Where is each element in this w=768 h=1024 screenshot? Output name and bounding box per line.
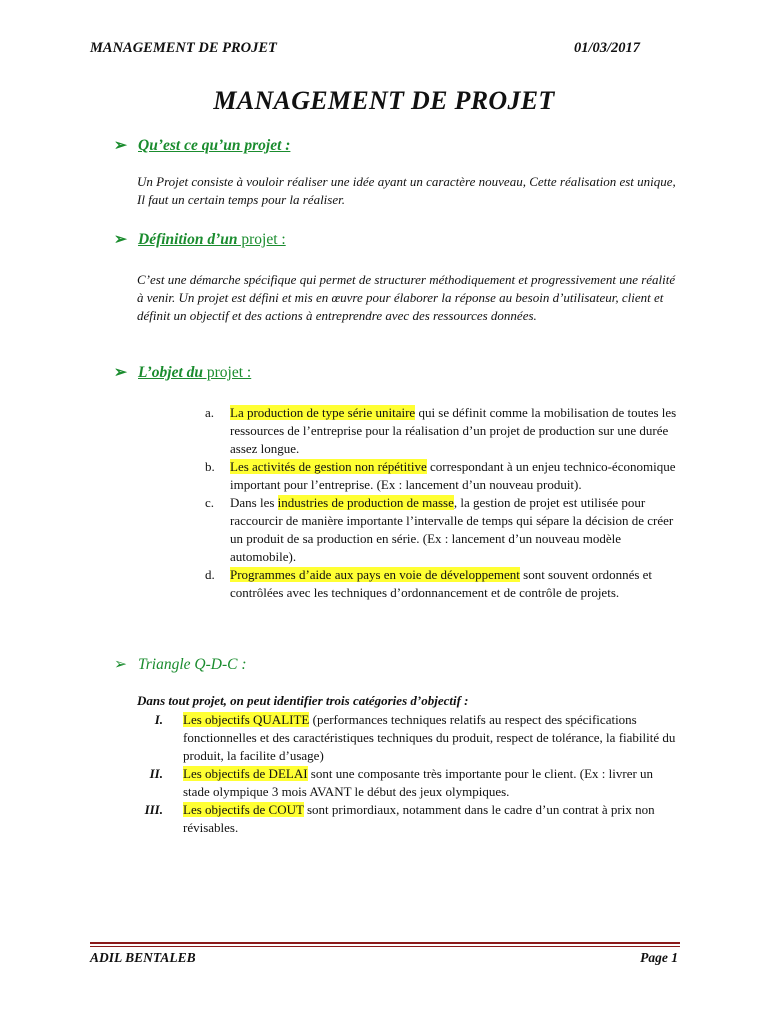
footer-rule-thin: [90, 946, 680, 947]
arrow-bullet-icon: ➢: [114, 231, 127, 248]
footer-rule: [90, 942, 680, 944]
triangle-list: [137, 692, 677, 837]
objet-list: [205, 404, 680, 602]
header-title: MANAGEMENT DE PROJET: [90, 40, 277, 56]
highlighted-text: Les objectifs QUALITE: [183, 712, 310, 727]
footer-author: ADIL BENTALEB: [90, 950, 196, 965]
highlighted-text: industries de production de masse: [277, 495, 454, 510]
arrow-bullet-icon: ➢: [114, 656, 127, 673]
arrow-bullet-icon: ➢: [114, 364, 127, 381]
list-item: I. Les objectifs QUALITE (performances techniques relatifs au respect des spécifications fonctionnelles et des caractéristiques techniques du produit, respect de tolérance, la fiabilité du produit, la facilite d’usage): [154, 712, 676, 763]
section-heading-projet: ➢ Qu’est ce qu’un projet :: [114, 137, 291, 154]
highlighted-text: Les objectifs de DELAI: [183, 766, 308, 781]
list-item: c. Dans les industries de production de masse, la gestion de projet est utilisée pour raccourcir de manière importante l’intervalle de temps qui sépare la décision de créer un produit de sa production en série. (Ex : lancement d’un nouveau modèle automobile).: [205, 495, 674, 564]
section-heading-triangle: ➢ Triangle Q-D-C :: [114, 656, 247, 673]
section-text-definition: C’est une démarche spécifique qui permet de structurer méthodiquement et progressivement une réalité à venir. Un projet est défini et mis en œuvre pour élaborer la réponse au besoin d’utilisateur, client et définit un objectif et des actions à entreprendre avec des ressources données.: [137, 272, 676, 323]
section-text-projet: Un Projet consiste à vouloir réaliser une idée ayant un caractère nouveau, Cette réalisation est unique, Il faut un certain temps pour la réaliser.: [137, 174, 676, 207]
triangle-intro: Dans tout projet, on peut identifier trois catégories d’objectif :: [137, 693, 469, 708]
list-item: III. Les objectifs de COUT sont primordiaux, notamment dans le cadre d’un contrat à prix non révisables.: [144, 802, 655, 835]
list-item: d. Programmes d’aide aux pays en voie de développement sont souvent ordonnés et contrôlées avec les techniques d’ordonnancement et de contrôle de projets.: [205, 567, 653, 600]
highlighted-text: La production de type série unitaire: [230, 405, 416, 420]
section-heading-objet: ➢ L’objet du projet :: [114, 364, 252, 381]
section-heading-definition: ➢ Définition d’un projet :: [114, 231, 286, 248]
arrow-bullet-icon: ➢: [114, 137, 127, 154]
list-item: II. Les objectifs de DELAI sont une composante très importante pour le client. (Ex : livrer un stade olympique 3 mois AVANT le début des jeux olympiques.: [149, 766, 654, 799]
list-item: a. La production de type série unitaire qui se définit comme la mobilisation de toutes les ressources de l’entreprise pour la réalisation d’un projet de production sur une durée assez longue.: [205, 405, 677, 456]
header-date: 01/03/2017: [573, 40, 640, 56]
highlighted-text: Les objectifs de COUT: [183, 802, 304, 817]
footer-page-number: Page 1: [640, 950, 678, 965]
highlighted-text: Programmes d’aide aux pays en voie de développement: [230, 567, 520, 582]
highlighted-text: Les activités de gestion non répétitive: [230, 459, 427, 474]
document-title: MANAGEMENT DE PROJET: [213, 86, 555, 115]
list-item: b. Les activités de gestion non répétitive correspondant à un enjeu technico-économique important pour l’entreprise. (Ex : lancement d’un nouveau produit).: [205, 459, 676, 492]
